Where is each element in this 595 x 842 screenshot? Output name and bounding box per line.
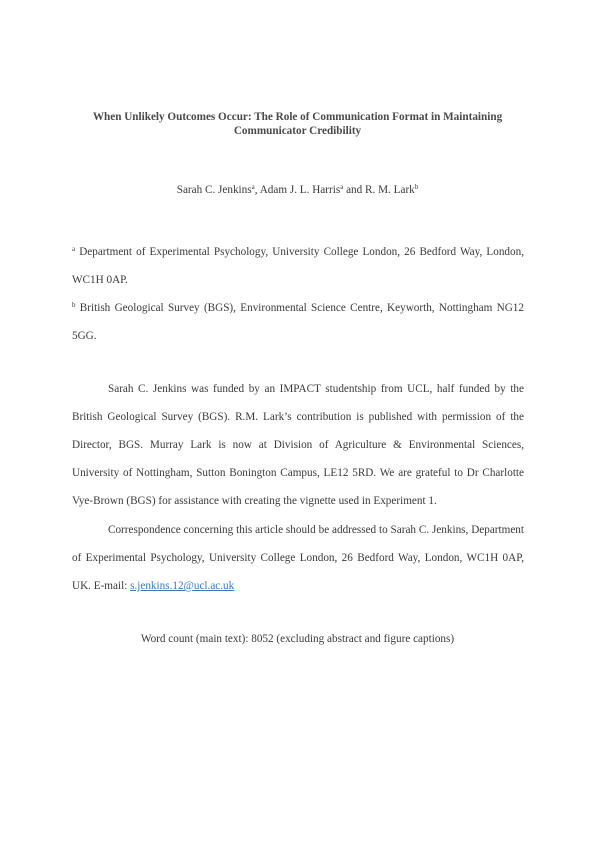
- word-count: Word count (main text): 8052 (excluding abstract and figure captions): [140, 633, 455, 645]
- affiliation-text: Department of Experimental Psychology, University College London, 26 Bedford Way, London, WC1H 0AP.: [72, 246, 524, 286]
- affiliation-a: [72, 238, 524, 294]
- email-link[interactable]: s.jenkins.12@ucl.ac.uk: [130, 580, 235, 592]
- funding-paragraph: Sarah C. Jenkins was funded by an IMPACT studentship from UCL, half funded by the British Geological Survey (BGS). R.M. Lark’s contribution is published with permission of the Director, BGS. Murray Lark is now at Division of Agriculture & Environmental Sciences, University of Nottingham, Sutton Bonington Campus, LE12 5RD. We are grateful to Dr Charlotte Vye-Brown (BGS) for assistance with creating the vignette used in Experiment 1.: [72, 383, 524, 507]
- author-line: [60, 183, 535, 197]
- affiliation-marker: b: [414, 183, 419, 191]
- affiliation-b: [72, 294, 524, 350]
- author-separator: ,: [254, 184, 260, 196]
- author-name: Sarah C. Jenkins: [176, 184, 252, 196]
- correspondence-text: Correspondence concerning this article should be addressed to Sarah C. Jenkins, Department of Experimental Psychology, University College London, 26 Bedford Way, London, WC1H 0AP, UK. E-mail:: [72, 524, 524, 592]
- author-name: R. M. Lark: [365, 184, 415, 196]
- author-separator: and: [343, 184, 366, 196]
- affiliation-text: British Geological Survey (BGS), Environmental Science Centre, Keyworth, Nottingham NG12 5GG.: [72, 302, 524, 342]
- affiliation-marker: a: [251, 183, 255, 191]
- affiliation-marker: a: [72, 245, 76, 253]
- paper-title: When Unlikely Outcomes Occur: The Role of Communication Format in Maintaining Communicator Credibility: [92, 111, 503, 137]
- affiliation-marker: a: [340, 183, 344, 191]
- author-name: Adam J. L. Harris: [259, 184, 341, 196]
- affiliation-marker: b: [72, 301, 76, 309]
- correspondence-paragraph: [72, 516, 524, 600]
